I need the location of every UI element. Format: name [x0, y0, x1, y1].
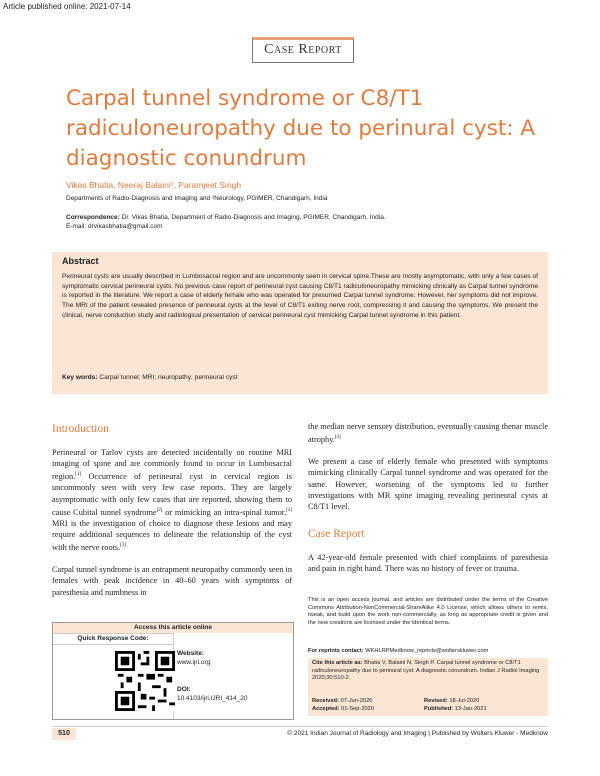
qr-code-icon[interactable]: [115, 651, 175, 711]
keywords-text: Carpal tunnel; MRI; neuropathy; perineural cyst: [99, 374, 238, 381]
doi-info: [177, 685, 247, 703]
revised-date: Revised: 18-Jul-2020: [424, 698, 480, 704]
reprints-email[interactable]: WKHLRPMedknow_reprints@wolterskluwer.com: [365, 648, 489, 654]
article-title: Carpal tunnel syndrome or C8/T1 radiculoneuropathy due to perinural cyst: A diagnostic conundrum: [66, 86, 536, 171]
reprints: [308, 648, 488, 654]
section-label-box: [252, 37, 354, 63]
section-label: Case Report: [264, 42, 342, 57]
footer-text: © 2021 Indian Journal of Radiology and Imaging | Published by Wolters Kluwer - Medknow: [287, 730, 548, 737]
case-report-heading: Case Report: [308, 528, 365, 540]
intro-paragraph-2: Carpal tunnel syndrome is an entrapment neuropathy commonly seen in females with peak incidence in 40–60 years with symptoms of paresthesia and numbness in: [52, 565, 292, 597]
page-number: 510: [52, 728, 76, 740]
website-link[interactable]: www.ijri.org: [177, 659, 211, 666]
accepted-date: Accepted: 01-Sep-2020: [312, 706, 374, 712]
keywords: [62, 374, 238, 381]
footer: [52, 726, 548, 741]
abstract-text: Perineural cysts are usually described in Lumbosacral region and are uncommonly seen in cervical spine.These are mostly asymptomatic, with only a few cases of symptomatic cervical perineural cysts. No previous case report of perineural cyst causing C8/T1 radiculoneuropathy mimicking clinically as Carpal tunnel syndrome is reported in the literature. We report a case of elderly female who was operated for presumed Carpal tunnel syndrome. However, her symptoms did not improve. The MRI of the patient revealed presence of perineural cysts at the level of C8/T1 exiting nerve root, compressing it and causing the symptoms. We present the clinical, nerve conduction study and radiological presentation of cervical perineural cyst mimicking Carpal tunnel syndrome in this patient.: [62, 273, 538, 319]
keywords-label: Key words:: [62, 374, 98, 381]
correspondence-email[interactable]: E-mail: drvikasbhatia@gmail.com: [66, 223, 163, 230]
citation-box: [308, 658, 548, 716]
doi-link[interactable]: 10.4103/ijri.IJRI_414_20: [177, 695, 248, 702]
abstract-heading: Abstract: [62, 256, 99, 266]
published-date-citation: Published: 13-Jan-2021: [424, 706, 487, 712]
authors: Vikas Bhatia, Neeraj Balaini¹, Paramjeet Singh: [66, 180, 242, 190]
intro-paragraph-2-continued: the median nerve sensory distribution, eventually causing thenar muscle atrophy.[4]: [308, 422, 548, 444]
citation-text: Bhatia V, Balaini N, Singh P. Carpal tunnel syndrome or C8/T1 radiculoneuropathy due to perinural cyst: A diagnostic conundrum. Indian J Radiol Imaging 2020;30:510-2.: [312, 660, 540, 682]
website-info: [177, 649, 210, 667]
qr-label: Quick Response Code:: [53, 633, 173, 645]
citation-label: Cite this article as:: [312, 660, 363, 666]
access-box: [52, 622, 294, 720]
affiliation: Departments of Radio-Diagnosis and Imaging and ¹Neurology, PGIMER, Chandigarh, India: [66, 195, 328, 202]
case-report-text: [308, 552, 548, 585]
abstract-box: [52, 252, 548, 394]
intro-paragraph-3: We present a case of elderly female who presented with symptoms mimicking clinically Carpal tunnel syndrome and was operated for the same. However, worsening of the symptoms led to further investigations with MR spine imaging revealing perineural cysts at C8/T1 level.: [308, 457, 548, 511]
correspondence-text: Dr. Vikas Bhatia, Department of Radio-Diagnosis and Imaging, PGIMER, Chandigarh, India.: [121, 214, 386, 221]
intro-paragraph-1: Perineural or Tarlov cysts are detected incidentally on routine MRI imaging of spine and are commonly found to occur in Lumbosacral region.[1] Occurrence of perineural cyst in cervical region is uncommonly seen with very few case reports. They are largely asymptomatic with only few cases that are reported, showing them to cause Cubital tunnel syndrome[2] or mimicking an intra-spinal tumor.[3] MRI is the investigation of choice to diagnose these lesions and may require additional sequences to delineate the relationship of the cyst with the nerve roots.[3]: [52, 448, 292, 552]
citation: [312, 660, 544, 683]
introduction-right-text: [308, 421, 548, 523]
introduction-left-text: [52, 447, 292, 609]
website-label: Website:: [177, 650, 204, 657]
correspondence-label: Correspondence:: [66, 214, 120, 221]
published-date: Article published online: 2021-07-14: [3, 2, 131, 11]
correspondence: [66, 213, 536, 231]
case-paragraph-1: A 42-year-old female presented with chief complaints of paresthesia and pain in right hand. There was no history of fever or trauma.: [308, 553, 548, 574]
reprints-label: For reprints contact:: [308, 648, 364, 654]
license-text: This is an open access journal, and articles are distributed under the terms of the Creative Commons Attribution-NonCommercial-ShareAlike 4.0 License, which allows others to remix, tweak, and build upon the work non-commercially, as long as appropriate credit is given and the new creations are licensed under the identical terms.: [308, 597, 548, 626]
doi-label: DOI:: [177, 686, 191, 693]
access-heading: Access this article online: [53, 623, 293, 633]
introduction-heading: Introduction: [52, 423, 109, 435]
received-date: Received: 07-Jun-2020: [312, 698, 373, 704]
